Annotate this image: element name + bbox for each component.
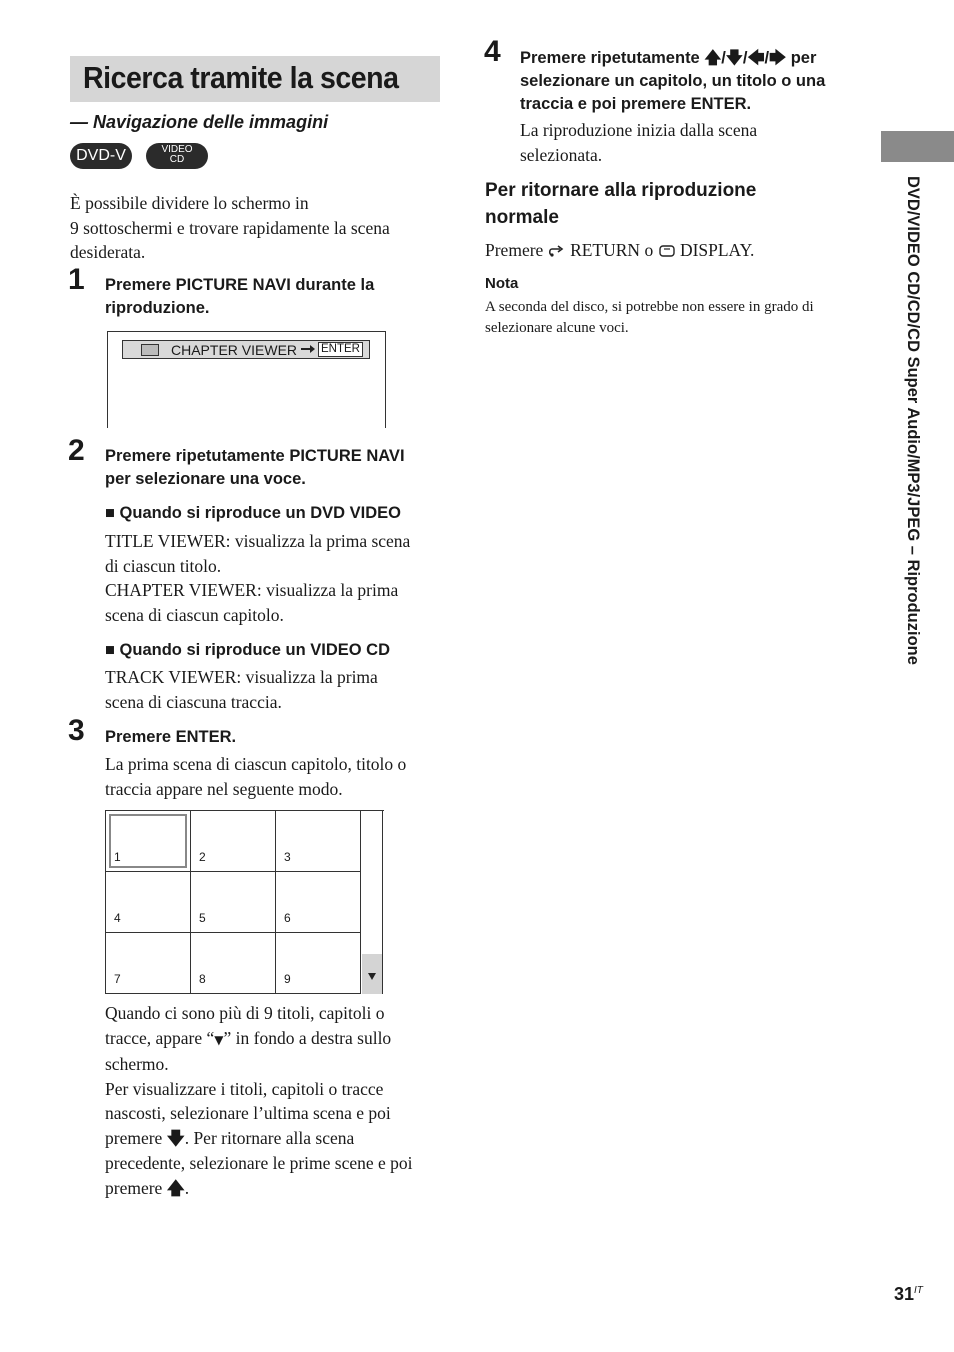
- step-1-text: Premere PICTURE NAVI durante la riproduzione.: [105, 276, 375, 317]
- chapter-viewer-label: CHAPTER VIEWER: [171, 342, 298, 358]
- step-2-text: Premere ripetutamente PICTURE NAVI per selezionare una voce.: [105, 447, 405, 488]
- page-number: $31^{IT}$: [894, 1284, 923, 1304]
- return-normal-heading: Per ritornare alla riproduzione normale: [485, 180, 757, 228]
- video-cd-description: TRACK VIEWER: visualizza la prima scena di ciascuna traccia.: [105, 667, 378, 712]
- step-2-number: 2: [68, 434, 85, 467]
- down-triangle-icon: ▼: [214, 1032, 224, 1047]
- return-instruction: Premere RETURN o DISPLAY.: [485, 238, 754, 264]
- dvd-video-heading: ■ Quando si riproduce un DVD VIDEO: [105, 504, 401, 522]
- dvd-video-badge: DVD-V: [70, 143, 132, 169]
- grid-scrollbar: [362, 811, 383, 994]
- scene-cell: 6: [276, 872, 361, 933]
- picture-navi-icon: [141, 344, 159, 356]
- down-arrow-icon: 🡇: [725, 48, 743, 67]
- step-4-number: 4: [484, 35, 501, 68]
- intro-paragraph: È possibile dividere lo schermo in 9 sottoschermi e trovare rapidamente la scena desiderata.: [70, 193, 390, 262]
- dvd-video-description: TITLE VIEWER: visualizza la prima scena di ciascun titolo. CHAPTER VIEWER: visualizza la prima scena di ciascun capitolo.: [105, 531, 411, 625]
- step-1-number: 1: [68, 263, 85, 296]
- scene-cell: 4: [106, 872, 191, 933]
- down-arrow-icon: 🡇: [166, 1128, 185, 1149]
- enter-key-label: ENTER: [318, 342, 363, 357]
- arrow-right-icon: [301, 348, 311, 350]
- scene-cell: 3: [276, 811, 361, 872]
- step-4-text: Premere ripetutamente 🡅/🡇/🡄/🡆 per selezionare un capitolo, un titolo o una traccia e poi premere ENTER.: [520, 48, 826, 113]
- note-text: A seconda del disco, si potrebbe non essere in grado di selezionare alcune voci.: [485, 299, 814, 336]
- step-3-number: 3: [68, 714, 85, 747]
- up-arrow-icon: 🡅: [166, 1178, 185, 1199]
- scene-cell: 9: [276, 933, 361, 994]
- step-3-text: Premere ENTER.: [105, 728, 237, 746]
- scene-cell: 1: [106, 811, 191, 872]
- page-subtitle: — Navigazione delle immagini: [70, 112, 329, 132]
- video-cd-badge: VIDEO CD: [146, 143, 208, 169]
- note-label: Nota: [485, 275, 519, 292]
- step-4-description: La riproduzione inizia dalla scena selezionata.: [520, 120, 758, 165]
- right-arrow-icon: 🡆: [769, 48, 787, 67]
- video-cd-heading: ■ Quando si riproduce un VIDEO CD: [105, 641, 390, 659]
- section-title-box: [70, 56, 440, 102]
- scene-cell: 5: [191, 872, 276, 933]
- page-title: Ricerca tramite la scena: [83, 60, 399, 95]
- more-scenes-paragraph: Quando ci sono più di 9 titoli, capitoli o tracce, appare “▼” in fondo a destra sullo schermo. Per visualizzare i titoli, capitoli o tracce nascosti, selezionare l’ultima scena e poi premere 🡇. Per ritornare alla scena precedente, selezionare le prime scene e poi premere 🡅.: [105, 1003, 413, 1199]
- side-section-label: DVD/VIDEO CD/CD/CD Super Audio/MP3/JPEG – Riproduzione: [904, 176, 922, 665]
- chapter-viewer-screen: [107, 331, 386, 428]
- scroll-down-icon: [368, 973, 376, 980]
- display-icon: [658, 240, 676, 265]
- left-arrow-icon: 🡄: [747, 48, 765, 67]
- scene-cell: 8: [191, 933, 276, 994]
- up-arrow-icon: 🡅: [704, 48, 722, 67]
- scene-cell: 7: [106, 933, 191, 994]
- scene-cell: 2: [191, 811, 276, 872]
- step-3-description: La prima scena di ciascun capitolo, titolo o traccia appare nel seguente modo.: [105, 754, 407, 799]
- scene-grid: [105, 810, 384, 994]
- chapter-tab: [881, 131, 954, 162]
- chapter-viewer-bar: [122, 340, 370, 359]
- return-icon: [548, 240, 566, 265]
